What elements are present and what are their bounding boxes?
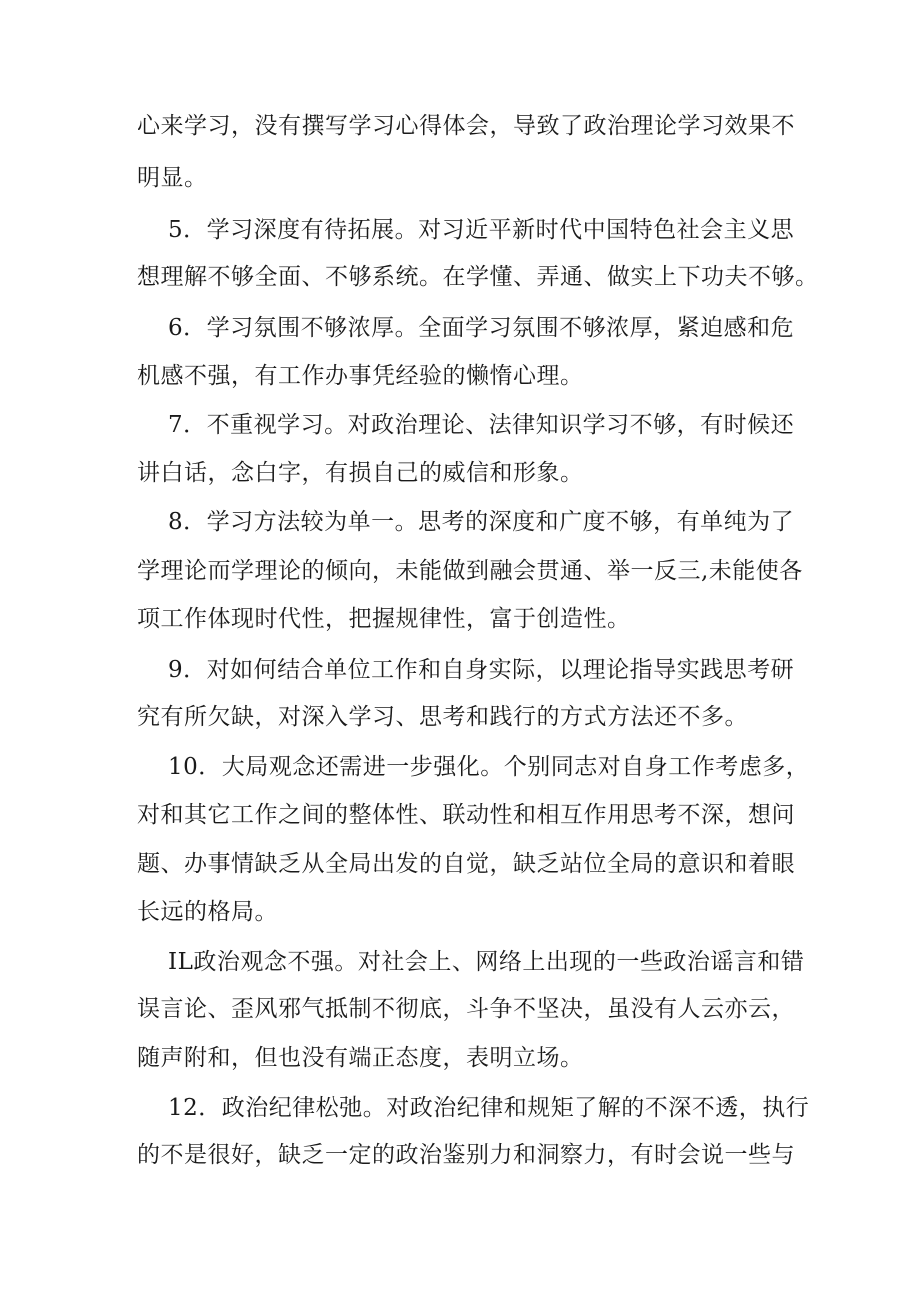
- text-line: 5．学习深度有待拓展。对习近平新时代中国特色社会主义思: [168, 217, 795, 243]
- text-line: 项工作体现时代性，把握规律性，富于创造性。: [137, 606, 631, 632]
- text-line: IL政治观念不强。对社会上、网络上出现的一些政治谣言和错: [168, 949, 805, 975]
- text-line: 题、办事情缺乏从全局出发的自觉，缺乏站位全局的意识和着眼: [137, 851, 795, 877]
- text-line: 9．对如何结合单位工作和自身实际，以理论指导实践思考研: [168, 657, 795, 683]
- text-line: 长远的格局。: [137, 899, 278, 925]
- text-line: 究有所欠缺，对深入学习、思考和践行的方式方法还不多。: [137, 704, 748, 730]
- text-line: 讲白话，念白字，有损自己的威信和形象。: [137, 460, 584, 486]
- text-line: 想理解不够全面、不够系统。在学懂、弄通、做实上下功夫不够。: [137, 264, 819, 290]
- text-line: 10．大局观念还需进一步强化。个别同志对自身工作考虑多，: [168, 754, 810, 780]
- text-line: 的不是很好，缺乏一定的政治鉴别力和洞察力，有时会说一些与: [137, 1142, 795, 1168]
- text-line: 12．政治纪律松弛。对政治纪律和规矩了解的不深不透，执行: [168, 1095, 810, 1121]
- text-line: 心来学习，没有撰写学习心得体会，导致了政治理论学习效果不: [137, 113, 795, 139]
- text-line: 误言论、歪风邪气抵制不彻底，斗争不坚决，虽没有人云亦云，: [137, 996, 795, 1022]
- text-line: 学理论而学理论的倾向，未能做到融会贯通、举一反三,未能使各: [137, 558, 803, 584]
- text-line: 明显。: [137, 165, 208, 191]
- text-line: 7．不重视学习。对政治理论、法律知识学习不够，有时候还: [168, 412, 795, 438]
- text-line: 6．学习氛围不够浓厚。全面学习氛围不够浓厚，紧迫感和危: [168, 315, 795, 341]
- text-line: 机感不强，有工作办事凭经验的懒惰心理。: [137, 363, 584, 389]
- text-line: 8．学习方法较为单一。思考的深度和广度不够，有单纯为了: [168, 509, 795, 535]
- text-line: 随声附和，但也没有端正态度，表明立场。: [137, 1045, 584, 1071]
- text-line: 对和其它工作之间的整体性、联动性和相互作用思考不深，想问: [137, 802, 795, 828]
